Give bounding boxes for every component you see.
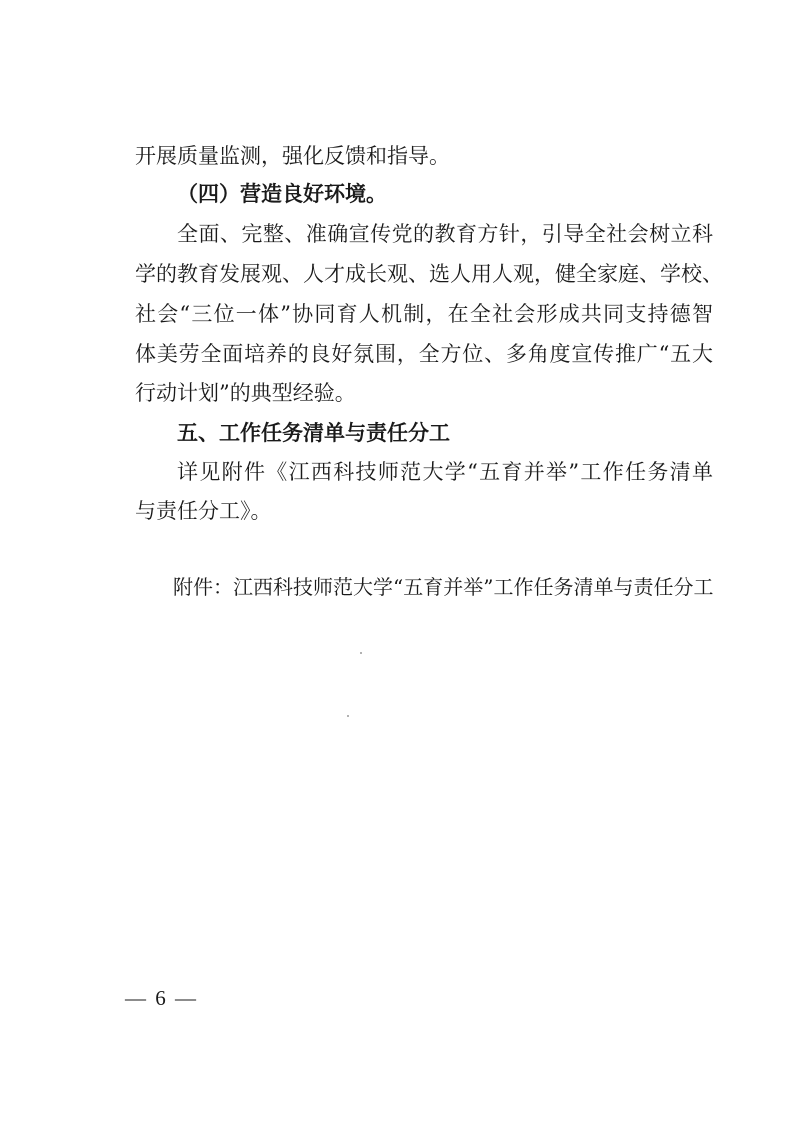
scan-speck (347, 715, 349, 717)
paragraph-line: 与责任分工》。 (135, 499, 272, 523)
section-heading: 五、工作任务清单与责任分工 (177, 421, 450, 445)
subsection-heading: （四）营造良好环境。 (177, 182, 387, 206)
paragraph-line: 社会“三位一体”协同育人机制，在全社会形成共同支持德智 (135, 302, 713, 326)
page-number: — 6 — (125, 986, 198, 1010)
paragraph-line: 体美劳全面培养的良好氛围，全方位、多角度宣传推广“五大 (135, 342, 713, 366)
attachment-note: 附件：江西科技师范大学“五育并举”工作任务清单与责任分工 (173, 575, 714, 599)
paragraph-continuation: 开展质量监测，强化反馈和指导。 (135, 144, 450, 168)
paragraph-line: 详见附件《江西科技师范大学“五育并举”工作任务清单 (177, 460, 713, 484)
scan-speck (360, 652, 362, 654)
paragraph-line: 学的教育发展观、人才成长观、选人用人观，健全家庭、学校、 (135, 262, 723, 286)
paragraph-line: 行动计划”的典型经验。 (135, 381, 356, 405)
paragraph-line: 全面、完整、准确宣传党的教育方针，引导全社会树立科 (177, 222, 713, 246)
